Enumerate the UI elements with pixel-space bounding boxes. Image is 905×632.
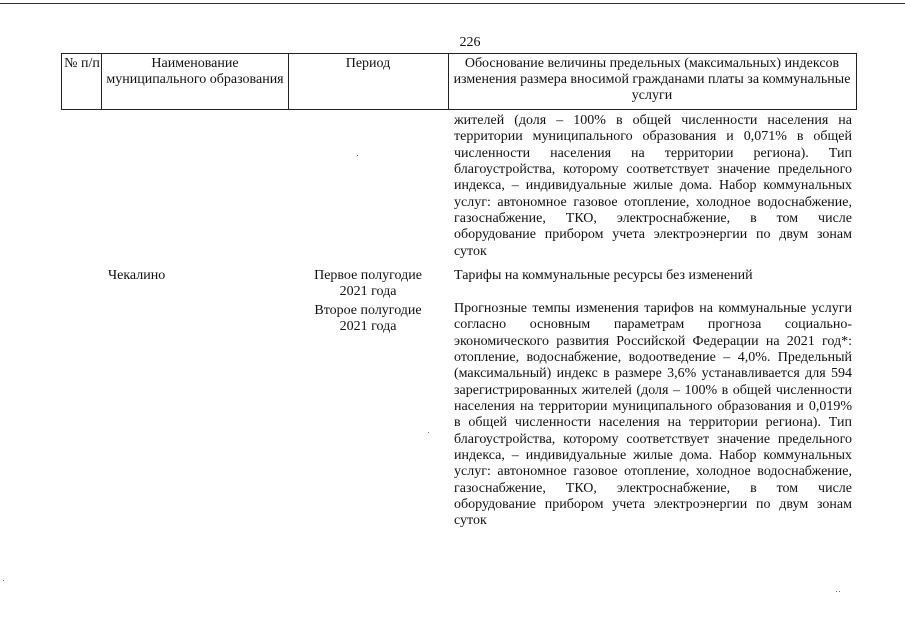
page-number: 226 [459,35,481,50]
header-col-period: Период [345,56,391,71]
scan-speck [836,591,837,592]
scan-speck [3,580,4,581]
header-divider [288,53,289,110]
period-second-half: Второе полугодие 2021 года [314,303,422,334]
scan-speck [839,591,840,592]
continuation-paragraph: жителей (доля – 100% в общей численности населения на территории муниципального образования и 0,071% в общей численности населения на территории региона). Тип благоустройства, которому соответствует значение предельного индекса, – индивидуальные жилые дома. Набор коммунальных услуг: автономное газовое отопление, холодное водоснабжение, газоснабжение, ТКО, электроснабжение, в том числе оборудование прибором учета электроэнергии по двум зонам суток [454,113,852,259]
forecast-paragraph: Прогнозные темпы изменения тарифов на коммунальные услуги согласно основным параметрам прогноза социально-экономического развития Российской Федерации на 2021 год*: отопление, водоснабжение, водоотведение – 4,0%. Предельный (максимальный) индекс в размере 3,6% устанавливается для 594 зарегистрированных жителей (доля – 100% в общей численности населения на территории муниципального образования и 0,019% в общей численности населения на территории региона). Тип благоустройства, которому соответствует значение предельного индекса, – индивидуальные жилые дома. Набор коммунальных услуг: автономное газовое отопление, холодное водоснабжение, газоснабжение, ТКО, электроснабжение, в том числе оборудование прибором учета электроэнергии по двум зонам суток [454,301,852,529]
header-divider [101,53,102,110]
header-divider [448,53,449,110]
scan-speck [357,155,358,156]
header-divider [61,53,62,110]
header-col-municipality: Наименование муниципального образования [106,56,284,87]
period-first-half: Первое полугодие 2021 года [314,268,422,299]
header-bottom-border [61,109,857,110]
scan-speck [428,432,429,433]
municipality-name: Чекалино [108,268,166,283]
page-top-edge [0,3,905,4]
header-col-number: № п/п [64,56,100,71]
header-col-justification: Обоснование величины предельных (максимальных) индексов изменения размера вносимой гражданами платы за коммунальные услуги [453,56,851,103]
header-top-border [61,53,857,54]
tariff-no-change-text: Тарифы на коммунальные ресурсы без изменений [454,268,753,283]
header-divider [856,53,857,110]
